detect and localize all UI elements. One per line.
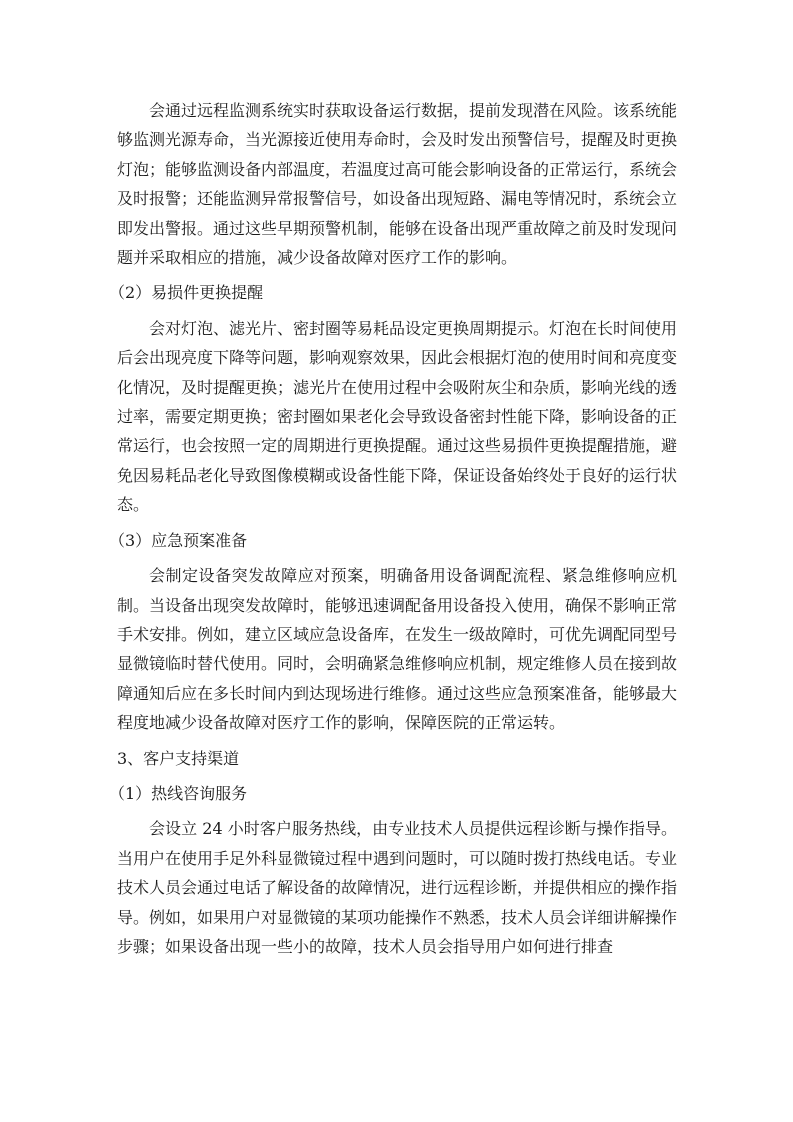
paragraph-wear-parts: 会对灯泡、滤光片、密封圈等易耗品设定更换周期提示。灯泡在长时间使用后会出现亮度下降等问题，影响观察效果，因此会根据灯泡的使用时间和亮度变化情况，及时提醒更换；滤光片在使用过程中会吸附灰尘和杂质，影响光线的透过率，需要定期更换；密封圈如果老化会导致设备密封性能下降，影响设备的正常运行，也会按照一定的周期进行更换提醒。通过这些易损件更换提醒措施，避免因易耗品老化导致图像模糊或设备性能下降，保证设备始终处于良好的运行状态。 [117,318,678,515]
subheading-wear-parts-reminder: （2）易损件更换提醒 [109,283,264,303]
paragraph-remote-monitoring: 会通过远程监测系统实时获取设备运行数据，提前发现潜在风险。该系统能够监测光源寿命，当光源接近使用寿命时，会及时发出预警信号，提醒及时更换灯泡；能够监测设备内部温度，若温度过高可能会影响设备的正常运行，系统会及时报警；还能监测异常报警信号，如设备出现短路、漏电等情况时，系统会立即发出警报。通过这些早期预警机制，能够在设备出现严重故障之前及时发现问题并采取相应的措施，减少设备故障对医疗工作的影响。 [117,101,678,268]
subheading-hotline: （1）热线咨询服务 [109,783,248,803]
paragraph-hotline: 会设立 24 小时客户服务热线，由专业技术人员提供远程诊断与操作指导。当用户在使用手足外科显微镜过程中遇到问题时，可以随时拨打热线电话。专业技术人员会通过电话了解设备的故障情况，进行远程诊断，并提供相应的操作指导。例如，如果用户对显微镜的某项功能操作不熟悉，技术人员会详细讲解操作步骤；如果设备出现一些小的故障，技术人员会指导用户如何进行排查 [117,819,678,956]
paragraph-emergency-plan: 会制定设备突发故障应对预案，明确备用设备调配流程、紧急维修响应机制。当设备出现突发故障时，能够迅速调配备用设备投入使用，确保不影响正常手术安排。例如，建立区域应急设备库，在发生一级故障时，可优先调配同型号显微镜临时替代使用。同时，会明确紧急维修响应机制，规定维修人员在接到故障通知后应在多长时间内到达现场进行维修。通过这些应急预案准备，能够最大程度地减少设备故障对医疗工作的影响，保障医院的正常运转。 [117,566,678,733]
subheading-emergency-plan: （3）应急预案准备 [109,530,248,550]
section-heading-customer-support: 3、客户支持渠道 [117,748,240,768]
document-body [109,96,678,967]
